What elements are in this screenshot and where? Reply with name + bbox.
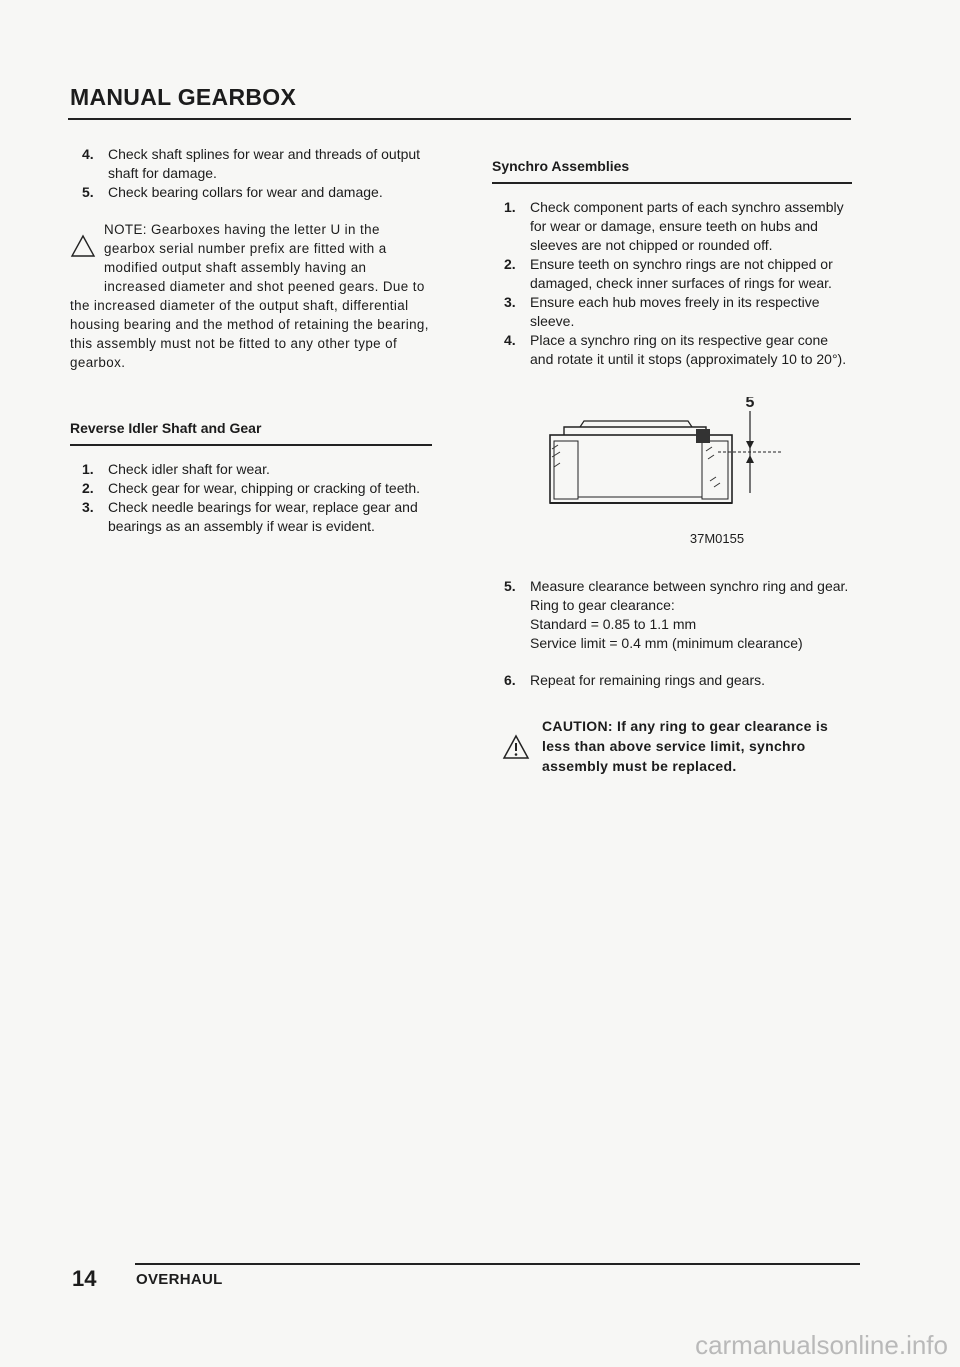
list-item — [70, 183, 432, 202]
list-item — [492, 331, 852, 369]
left-column — [70, 145, 432, 372]
step-text: Ensure teeth on synchro rings are not chipped or damaged, check inner surfaces of rings for wear. — [530, 256, 833, 291]
step-text: Check bearing collars for wear and damage. — [108, 184, 383, 200]
footer-divider — [135, 1263, 860, 1265]
list-item — [492, 577, 852, 653]
reverse-idler-steps — [70, 460, 432, 536]
step-number: 1. — [82, 461, 94, 477]
spec-service-limit: Service limit = 0.4 mm (minimum clearance) — [530, 635, 803, 651]
section-heading: Reverse Idler Shaft and Gear — [70, 420, 262, 436]
figure-caption: 37M0155 — [689, 531, 745, 546]
step-text: Ensure each hub moves freely in its respective sleeve. — [530, 294, 820, 329]
caution-text: CAUTION: If any ring to gear clearance is less than above service limit, synchro assembly must be replaced. — [542, 718, 829, 774]
step-number: 3. — [82, 499, 94, 515]
watermark: carmanualsonline.info — [695, 1330, 948, 1360]
gearbox-note — [70, 220, 432, 372]
list-item — [492, 255, 852, 293]
reverse-idler-section — [70, 420, 432, 536]
spec-title: Ring to gear clearance: — [530, 597, 675, 613]
spec-standard: Standard = 0.85 to 1.1 mm — [530, 616, 697, 632]
note-triangle-icon — [70, 234, 100, 290]
step-text: Check needle bearings for wear, replace gear and bearings as an assembly if wear is evident. — [108, 499, 418, 534]
step-number: 5. — [82, 184, 94, 200]
list-item — [492, 293, 852, 331]
page-title: MANUAL GEARBOX — [70, 84, 297, 110]
synchro-steps-continued — [492, 577, 852, 690]
section-label: OVERHAUL — [136, 1271, 223, 1288]
section-heading: Synchro Assemblies — [492, 158, 630, 174]
step-number: 5. — [504, 578, 516, 594]
step-number: 2. — [82, 480, 94, 496]
step-text: Check gear for wear, chipping or cracking of teeth. — [108, 480, 421, 496]
list-item — [70, 479, 432, 498]
step-number: 4. — [82, 146, 94, 162]
caution-box — [492, 716, 852, 776]
header-divider — [68, 118, 851, 120]
list-item — [492, 671, 852, 690]
list-item — [492, 198, 852, 255]
inspection-steps — [70, 145, 432, 202]
callout-number: 5 — [745, 397, 755, 411]
warning-triangle-icon — [502, 734, 532, 762]
step-number: 1. — [504, 199, 516, 215]
step-number: 2. — [504, 256, 516, 272]
step-text: Place a synchro ring on its respective gear cone and rotate it until it stops (approximately 10 to 20°). — [530, 332, 847, 367]
step-number: 3. — [504, 294, 516, 310]
step-text: Measure clearance between synchro ring and gear. — [530, 578, 849, 594]
synchro-ring-diagram — [492, 397, 852, 522]
list-item — [70, 460, 432, 479]
step-text: Check component parts of each synchro assembly for wear or damage, ensure teeth on hubs and sleeves are not chipped or rounded off. — [530, 199, 844, 253]
list-item — [70, 145, 432, 183]
synchro-steps — [492, 198, 852, 369]
step-text: Repeat for remaining rings and gears. — [530, 672, 766, 688]
list-item — [70, 498, 432, 536]
step-text: Check shaft splines for wear and threads of output shaft for damage. — [108, 146, 421, 181]
step-number: 4. — [504, 332, 516, 348]
page-number: 14 — [72, 1266, 97, 1291]
synchro-ring-figure — [492, 397, 852, 547]
note-text: NOTE: Gearboxes having the letter U in the gearbox serial number prefix are fitted with a modified output shaft assembly having an increased diameter and shot peened gears. Due to the increased diameter of the output shaft, differential housing bearing and the method of retaining the bearing, this assembly must not be fitted to any other type of gearbox. — [70, 222, 429, 370]
right-column — [492, 158, 852, 776]
step-text: Check idler shaft for wear. — [108, 461, 270, 477]
section-divider — [70, 444, 432, 446]
section-divider — [492, 182, 852, 184]
step-number: 6. — [504, 672, 516, 688]
